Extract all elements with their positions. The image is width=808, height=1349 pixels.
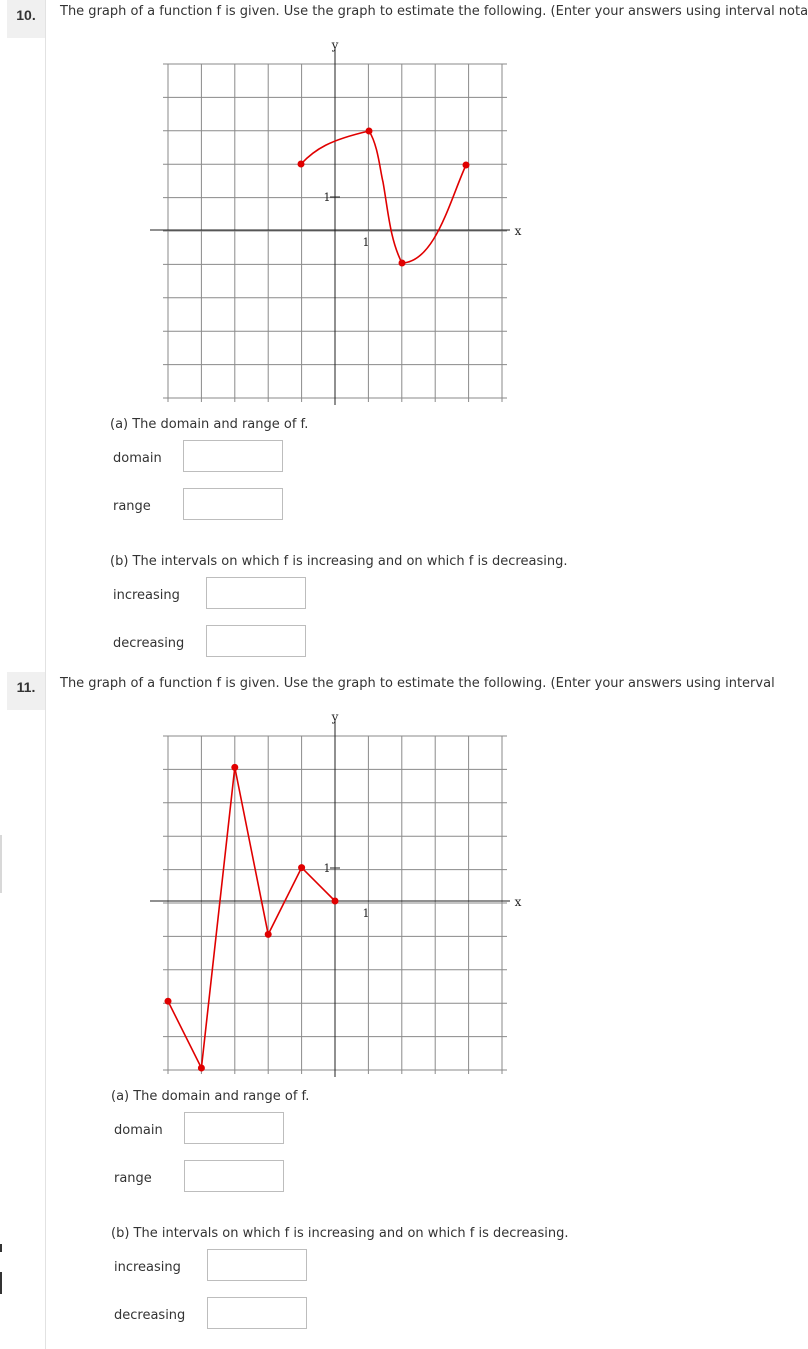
- y-tick-label: 1: [323, 862, 331, 875]
- function-line: [168, 767, 335, 1068]
- x-tick-label: 1: [362, 907, 370, 920]
- endpoint-dot: [463, 162, 470, 169]
- x-tick-label: 1: [362, 236, 370, 249]
- question-number: 11.: [7, 672, 45, 710]
- left-divider: [45, 0, 46, 1349]
- domain-label: domain: [114, 1123, 163, 1138]
- vertex-dot: [198, 1065, 205, 1072]
- increasing-input[interactable]: [207, 1249, 307, 1281]
- domain-input[interactable]: [183, 440, 283, 472]
- vertex-dot: [231, 764, 238, 771]
- increasing-label: increasing: [114, 1260, 181, 1275]
- vertex-dot: [265, 931, 272, 938]
- question-prompt: The graph of a function f is given. Use the graph to estimate the following. (Enter your answers using interval: [60, 676, 775, 691]
- range-input[interactable]: [184, 1160, 284, 1192]
- y-axis-label: y: [331, 710, 339, 724]
- y-tick-label: 1: [323, 191, 331, 204]
- endpoint-dot: [366, 128, 373, 135]
- range-label: range: [113, 499, 151, 514]
- decreasing-input[interactable]: [207, 1297, 307, 1329]
- function-graph: [150, 702, 530, 1077]
- side-marker: [0, 1272, 2, 1294]
- x-axis-label: x: [514, 224, 522, 238]
- part-b-text: (b) The intervals on which f is increasing and on which f is decreasing.: [111, 1226, 569, 1241]
- side-marker: [0, 1244, 2, 1252]
- decreasing-label: decreasing: [114, 1308, 186, 1323]
- vertex-dot: [298, 864, 305, 871]
- question-prompt: The graph of a function f is given. Use the graph to estimate the following. (Enter your answers using interval nota: [60, 4, 808, 19]
- domain-input[interactable]: [184, 1112, 284, 1144]
- vertex-dot: [165, 998, 172, 1005]
- endpoint-dot: [399, 260, 406, 267]
- endpoint-dot: [298, 161, 305, 168]
- decreasing-input[interactable]: [206, 625, 306, 657]
- increasing-label: increasing: [113, 588, 180, 603]
- range-label: range: [114, 1171, 152, 1186]
- side-marker-faint: [0, 835, 2, 893]
- function-graph: [150, 30, 530, 405]
- domain-label: domain: [113, 451, 162, 466]
- part-a-text: (a) The domain and range of f.: [111, 1089, 310, 1104]
- part-b-text: (b) The intervals on which f is increasing and on which f is decreasing.: [110, 554, 568, 569]
- function-curve: [165, 764, 339, 1072]
- part-a-text: (a) The domain and range of f.: [110, 417, 309, 432]
- increasing-input[interactable]: [206, 577, 306, 609]
- y-axis-label: y: [331, 38, 339, 52]
- question-number: 10.: [7, 0, 45, 38]
- decreasing-label: decreasing: [113, 636, 185, 651]
- range-input[interactable]: [183, 488, 283, 520]
- vertex-dot: [332, 898, 339, 905]
- x-axis-label: x: [514, 895, 522, 909]
